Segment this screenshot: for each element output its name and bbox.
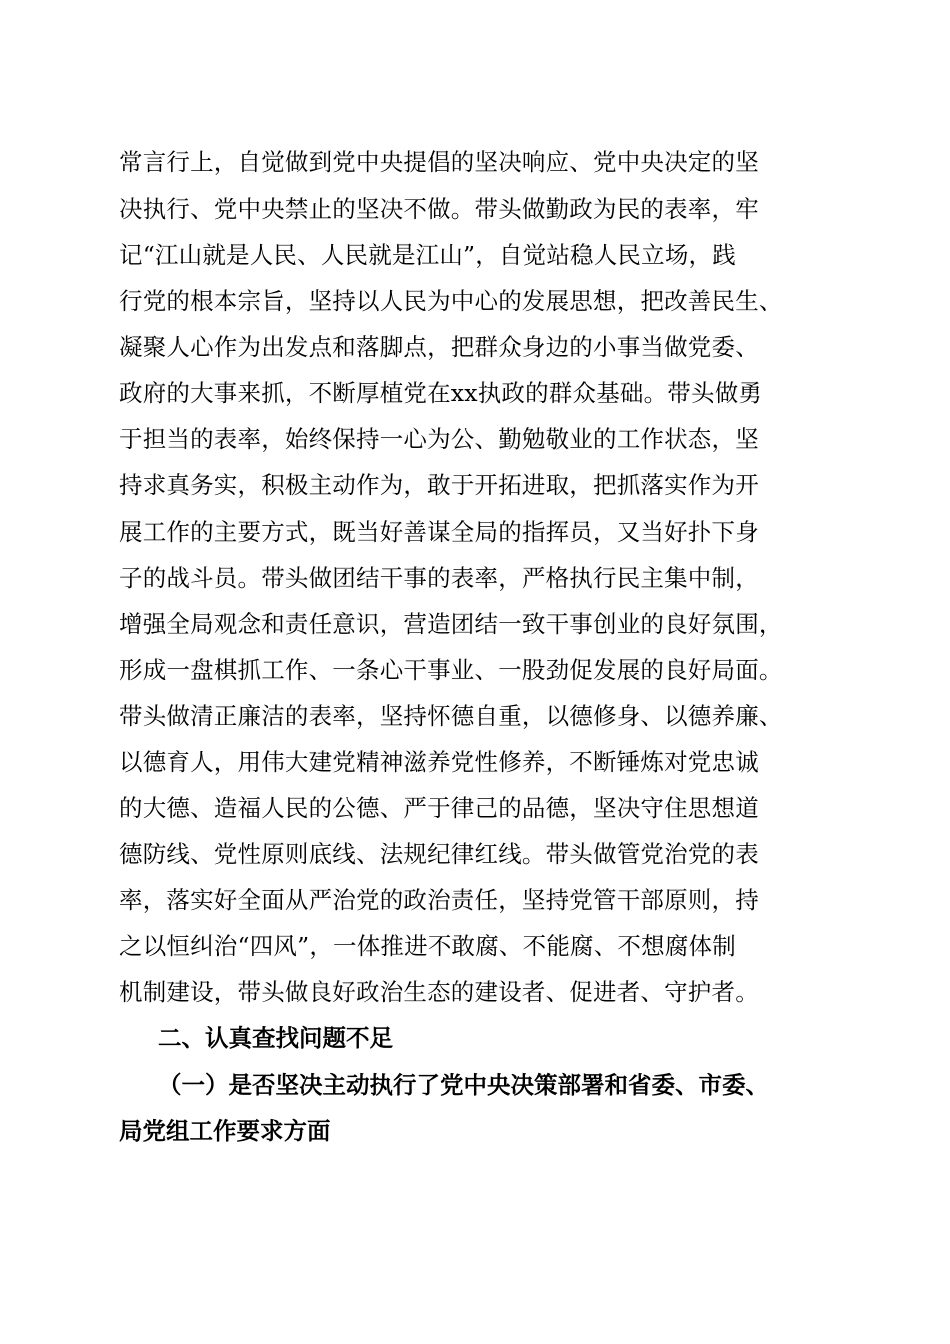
- body-line: 率，落实好全面从严治党的政治责任，坚持党管干部原则，持: [119, 886, 759, 914]
- body-line: 德防线、党性原则底线、法规纪律红线。带头做管党治党的表: [119, 840, 759, 868]
- body-line: 凝聚人心作为出发点和落脚点，把群众身边的小事当做党委、: [119, 333, 759, 361]
- body-line: 以德育人，用伟大建党精神滋养党性修养，不断锤炼对党忠诚: [119, 748, 759, 776]
- body-line: 持求真务实，积极主动作为，敢于开拓进取，把抓落实作为开: [119, 471, 759, 499]
- body-line: 决执行、党中央禁止的坚决不做。带头做勤政为民的表率，牢: [119, 195, 759, 223]
- body-line: 于担当的表率，始终保持一心为公、勤勉敬业的工作状态，坚: [119, 425, 759, 453]
- body-line: 的大德、造福人民的公德、严于律己的品德，坚决守住思想道: [119, 794, 759, 822]
- body-line: 机制建设，带头做良好政治生态的建设者、促进者、守护者。: [119, 978, 759, 1006]
- subsection-heading-continued: 局党组工作要求方面: [119, 1117, 331, 1145]
- section-heading: 二、认真查找问题不足: [158, 1024, 393, 1052]
- body-line: 增强全局观念和责任意识，营造团结一致干事创业的良好氛围，: [119, 610, 783, 638]
- body-line: 之以恒纠治“四风”，一体推进不敢腐、不能腐、不想腐体制: [119, 932, 736, 960]
- body-line: 政府的大事来抓，不断厚植党在xx执政的群众基础。带头做勇: [119, 379, 763, 407]
- body-line: 形成一盘棋抓工作、一条心干事业、一股劲促发展的良好局面。: [119, 656, 783, 684]
- subsection-heading: （一）是否坚决主动执行了党中央决策部署和省委、市委、: [158, 1071, 769, 1099]
- body-line: 记“江山就是人民、人民就是江山”，自觉站稳人民立场，践: [119, 241, 736, 269]
- body-line: 行党的根本宗旨，坚持以人民为中心的发展思想，把改善民生、: [119, 287, 783, 315]
- body-line: 展工作的主要方式，既当好善谋全局的指挥员，又当好扑下身: [119, 518, 759, 546]
- body-line: 子的战斗员。带头做团结干事的表率，严格执行民主集中制，: [119, 564, 759, 592]
- body-line: 带头做清正廉洁的表率，坚持怀德自重，以德修身、以德养廉、: [119, 702, 783, 730]
- body-line: 常言行上，自觉做到党中央提倡的坚决响应、党中央决定的坚: [119, 148, 759, 176]
